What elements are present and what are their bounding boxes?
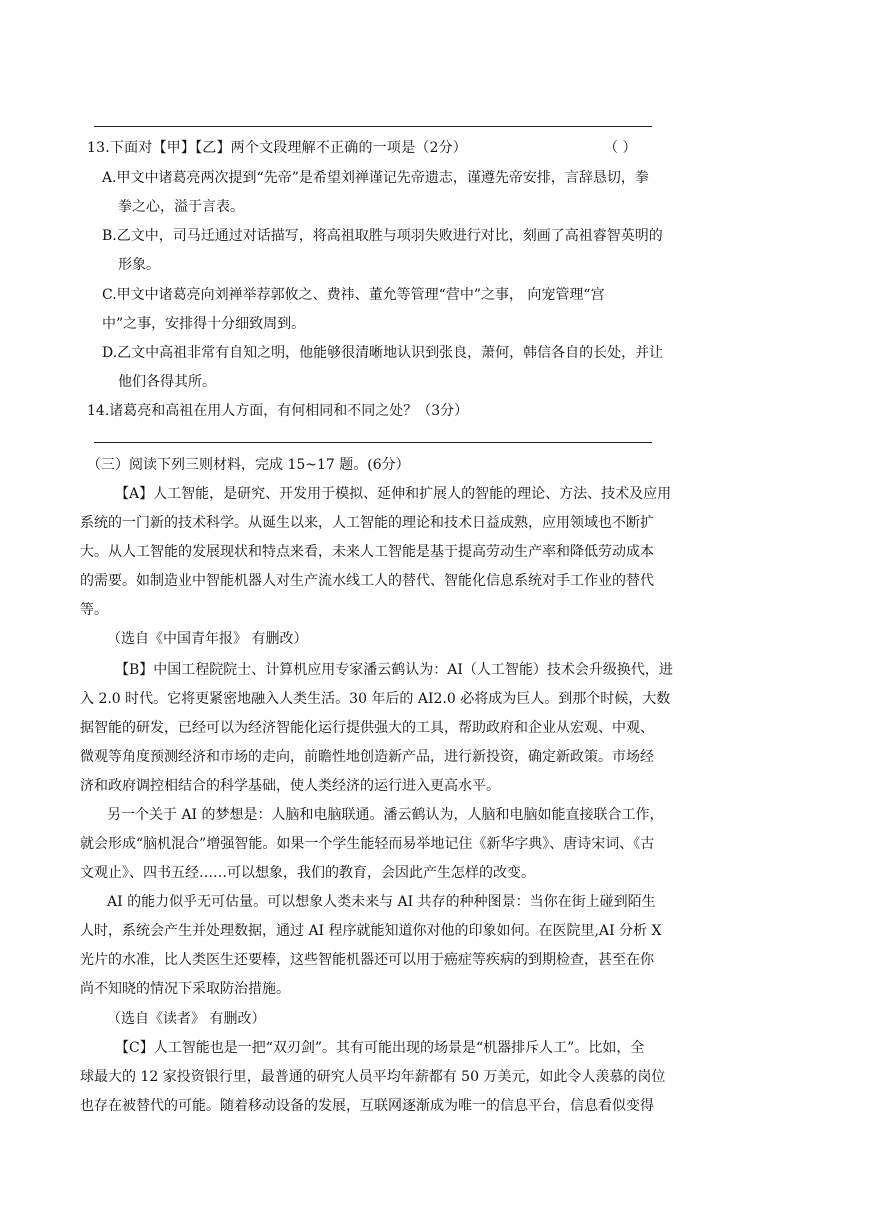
material-b-para2-line-1: 另一个关于 AI 的梦想是：人脑和电脑联通。潘云鹤认为，人脑和电脑如能直接联合工作， xyxy=(107,807,664,823)
material-c-line-2: 球最大的 12 家投资银行里，最普通的研究人员平均年薪都有 50 万美元，如此令人羡慕的岗位 xyxy=(80,1069,666,1085)
material-a-line-4: 的需要。如制造业中智能机器人对生产流水线工人的替代、智能化信息系统对手工作业的替代 xyxy=(80,573,654,589)
option-b-line-2: 形象。 xyxy=(118,257,160,273)
option-d-line-2: 他们各得其所。 xyxy=(118,374,216,390)
option-c-line-2: 中”之事，安排得十分细致周到。 xyxy=(102,316,306,332)
option-b-line-1: B.乙文中，司马迁通过对话描写，将高祖取胜与项羽失败进行对比，刻画了高祖睿智英明的 xyxy=(102,228,663,244)
section-3-heading: （三）阅读下列三则材料，完成 15~17 题。(6分） xyxy=(87,457,410,473)
source-a: （选自《中国青年报》 有删改） xyxy=(107,631,308,647)
material-b-line-3: 据智能的研发，已经可以为经济智能化运行提供强大的工具，帮助政府和企业从宏观、中观、 xyxy=(80,720,654,736)
material-a-line-5: 等。 xyxy=(80,602,108,618)
material-b-para2-line-2: 就会形成“脑机混合”增强智能。如果一个学生能轻而易举地记住《新华字典》、唐诗宋词、《古 xyxy=(80,836,655,852)
option-d-line-1: D.乙文中高祖非常有自知之明，他能够很清晰地认识到张良，萧何，韩信各自的长处，并让 xyxy=(102,345,664,361)
option-c-line-1: C.甲文中诸葛亮向刘禅举荐郭攸之、费祎、董允等管理“营中”之事， 向宠管理“宫 xyxy=(102,287,605,303)
answer-paren: （ ） xyxy=(604,140,637,156)
material-c-line-3: 也存在被替代的可能。随着移动设备的发展，互联网逐渐成为唯一的信息平台，信息看似变得 xyxy=(80,1098,654,1114)
material-b-line-4: 微观等角度预测经济和市场的走向，前瞻性地创造新产品，进行新投资，确定新政策。市场经 xyxy=(80,749,654,765)
material-a-line-2: 系统的一门新的技术科学。从诞生以来，人工智能的理论和技术日益成熟，应用领域也不断扩 xyxy=(80,515,654,531)
material-a-line-3: 大。从人工智能的发展现状和特点来看，未来人工智能是基于提高劳动生产率和降低劳动成本 xyxy=(80,544,654,560)
source-b: （选自《读者》 有删改） xyxy=(107,1011,266,1027)
material-b-line-2: 入 2.0 时代。它将更紧密地融入人类生活。30 年后的 AI2.0 必将成为巨人。到那个时候，大数 xyxy=(80,691,671,707)
question-13-stem: 13.下面对【甲】【乙】两个文段理解不正确的一项是（2分） xyxy=(87,140,467,156)
answer-line-top xyxy=(94,126,652,127)
material-b-para3-line-4: 尚不知晓的情况下采取防治措施。 xyxy=(80,981,290,997)
material-b-line-1: 【B】中国工程院院士、计算机应用专家潘云鹤认为：AI（人工智能）技术会升级换代，进 xyxy=(115,662,673,678)
material-a-line-1: 【A】人工智能，是研究、开发用于模拟、延伸和扩展人的智能的理论、方法、技术及应用 xyxy=(115,486,672,502)
question-14-stem: 14.诸葛亮和高祖在用人方面，有何相同和不同之处？（3分） xyxy=(87,403,469,419)
answer-line-q14 xyxy=(94,442,652,443)
option-a-line-1: A.甲文中诸葛亮两次提到“先帝”是希望刘禅谨记先帝遗志，谨遵先帝安排，言辞恳切，拳 xyxy=(102,170,649,186)
material-c-line-1: 【C】人工智能也是一把“双刃剑”。其有可能出现的场景是“机器排斥人工”。比如，全 xyxy=(115,1040,645,1056)
option-a-line-2: 拳之心，溢于言表。 xyxy=(118,199,244,215)
material-b-para3-line-2: 人时，系统会产生并处理数据，通过 AI 程序就能知道你对他的印象如何。在医院里,AI 分析 X xyxy=(80,923,662,939)
material-b-para3-line-1: AI 的能力似乎无可估量。可以想象人类未来与 AI 共存的种种图景：当你在街上碰到陌生 xyxy=(107,894,656,910)
material-b-para3-line-3: 光片的水准，比人类医生还要棒，这些智能机器还可以用于癌症等疾病的到期检查，甚至在你 xyxy=(80,952,654,968)
material-b-para2-line-3: 文观止》、四书五经……可以想象，我们的教育，会因此产生怎样的改变。 xyxy=(80,865,535,881)
material-b-line-5: 济和政府调控相结合的科学基础，使人类经济的运行进入更高水平。 xyxy=(80,778,500,794)
